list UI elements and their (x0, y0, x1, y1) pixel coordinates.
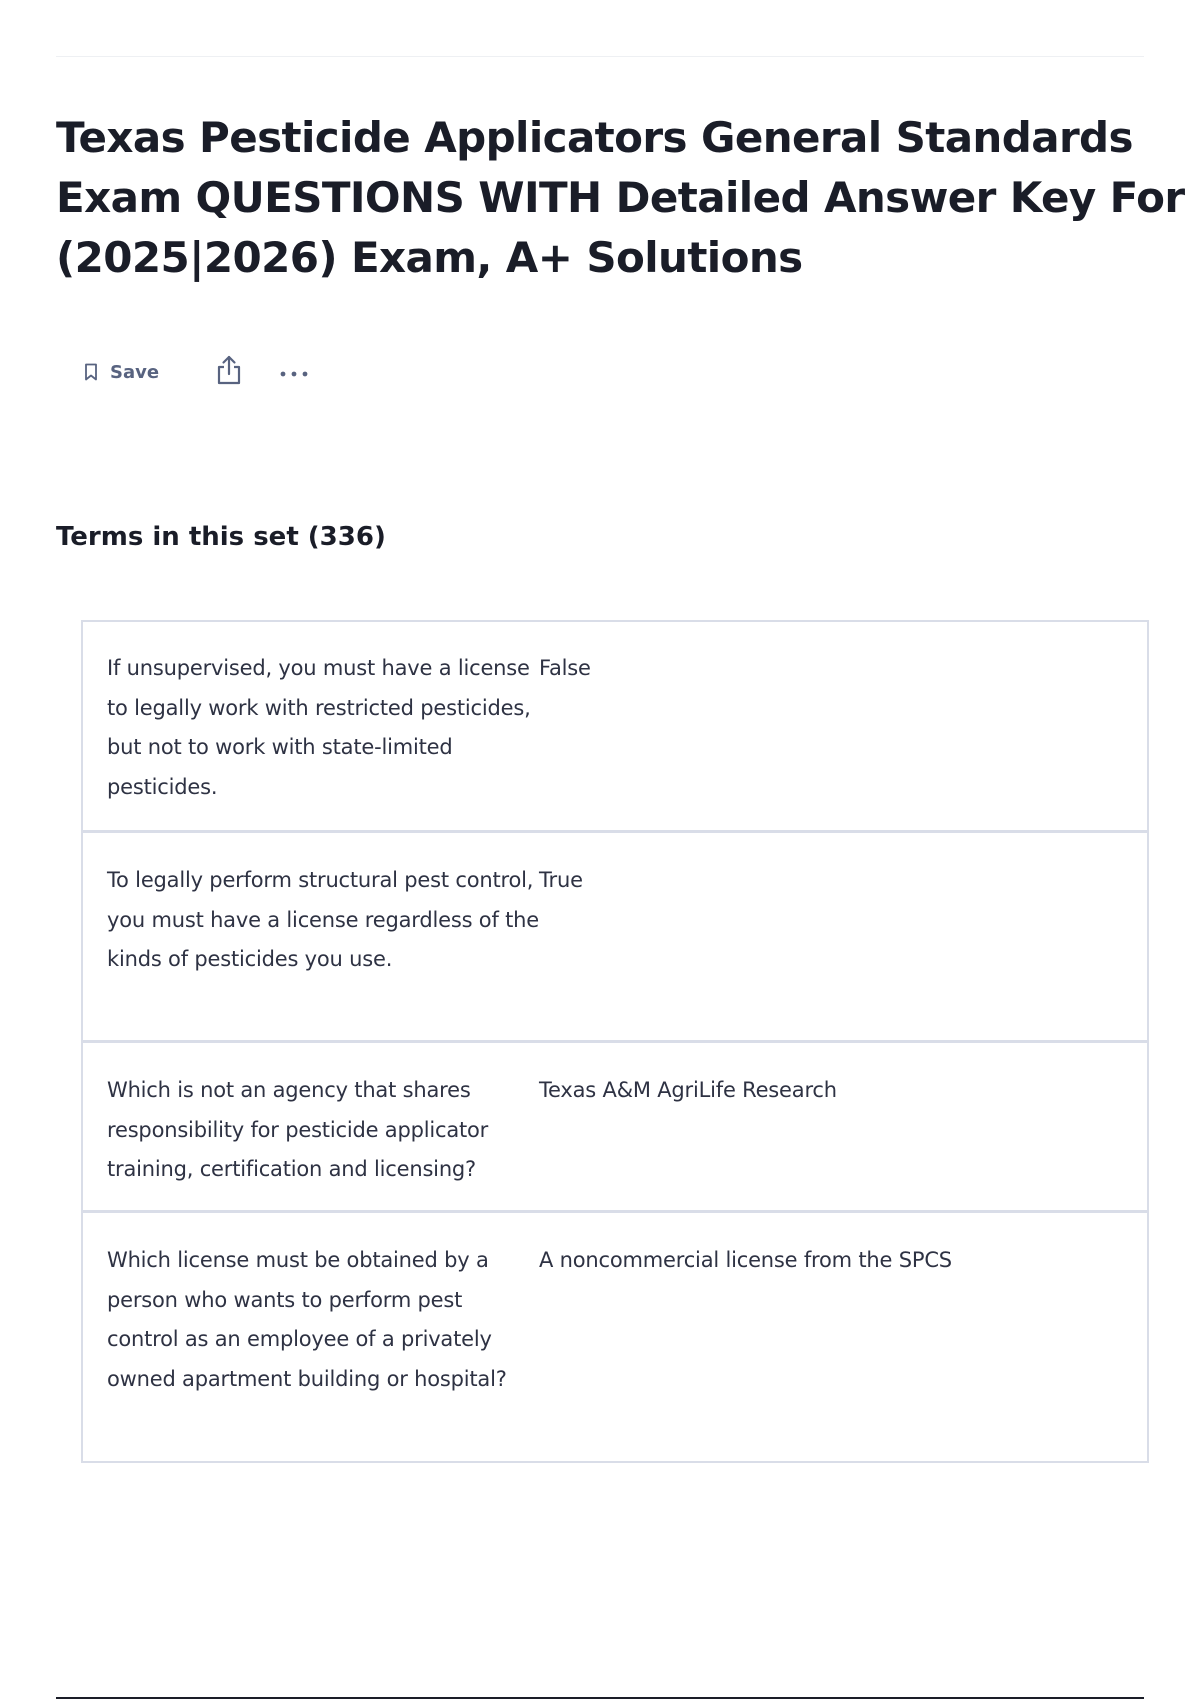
term-question: If unsupervised, you must have a license to legally work with restricted pesticides, but not to work with state-limited pesticides. (107, 656, 531, 799)
term-row[interactable] (83, 1210, 1147, 1461)
term-answer: True (539, 868, 583, 892)
term-row[interactable] (83, 622, 1147, 830)
terms-heading: Terms in this set (336) (56, 522, 386, 552)
bookmark-icon (84, 363, 98, 381)
page-title: Texas Pesticide Applicators General Standards Exam QUESTIONS WITH Detailed Answer Key For (2025|2026) Exam, A+ Solutions (56, 113, 1185, 282)
more-options-button[interactable] (277, 353, 311, 391)
action-bar (84, 353, 311, 391)
more-options-icon (279, 363, 309, 382)
save-label: Save (110, 361, 160, 383)
term-question: Which is not an agency that shares responsibility for pesticide applicator training, certification and licensing? (107, 1078, 489, 1181)
terms-list (81, 620, 1149, 1463)
term-answer: A noncommercial license from the SPCS (539, 1248, 952, 1272)
share-button[interactable] (214, 353, 244, 391)
term-row[interactable] (83, 1040, 1147, 1210)
bottom-divider (56, 1697, 1144, 1699)
term-question: To legally perform structural pest control, you must have a license regardless of the kinds of pesticides you use. (107, 868, 539, 971)
term-row[interactable] (83, 830, 1147, 1040)
term-answer: Texas A&M AgriLife Research (539, 1078, 837, 1102)
save-button[interactable] (84, 353, 159, 391)
term-question: Which license must be obtained by a person who wants to perform pest control as an employee of a privately owned apartment building or hospital? (107, 1248, 507, 1391)
term-answer: False (539, 656, 591, 680)
top-divider (56, 56, 1144, 57)
share-icon (216, 355, 242, 389)
